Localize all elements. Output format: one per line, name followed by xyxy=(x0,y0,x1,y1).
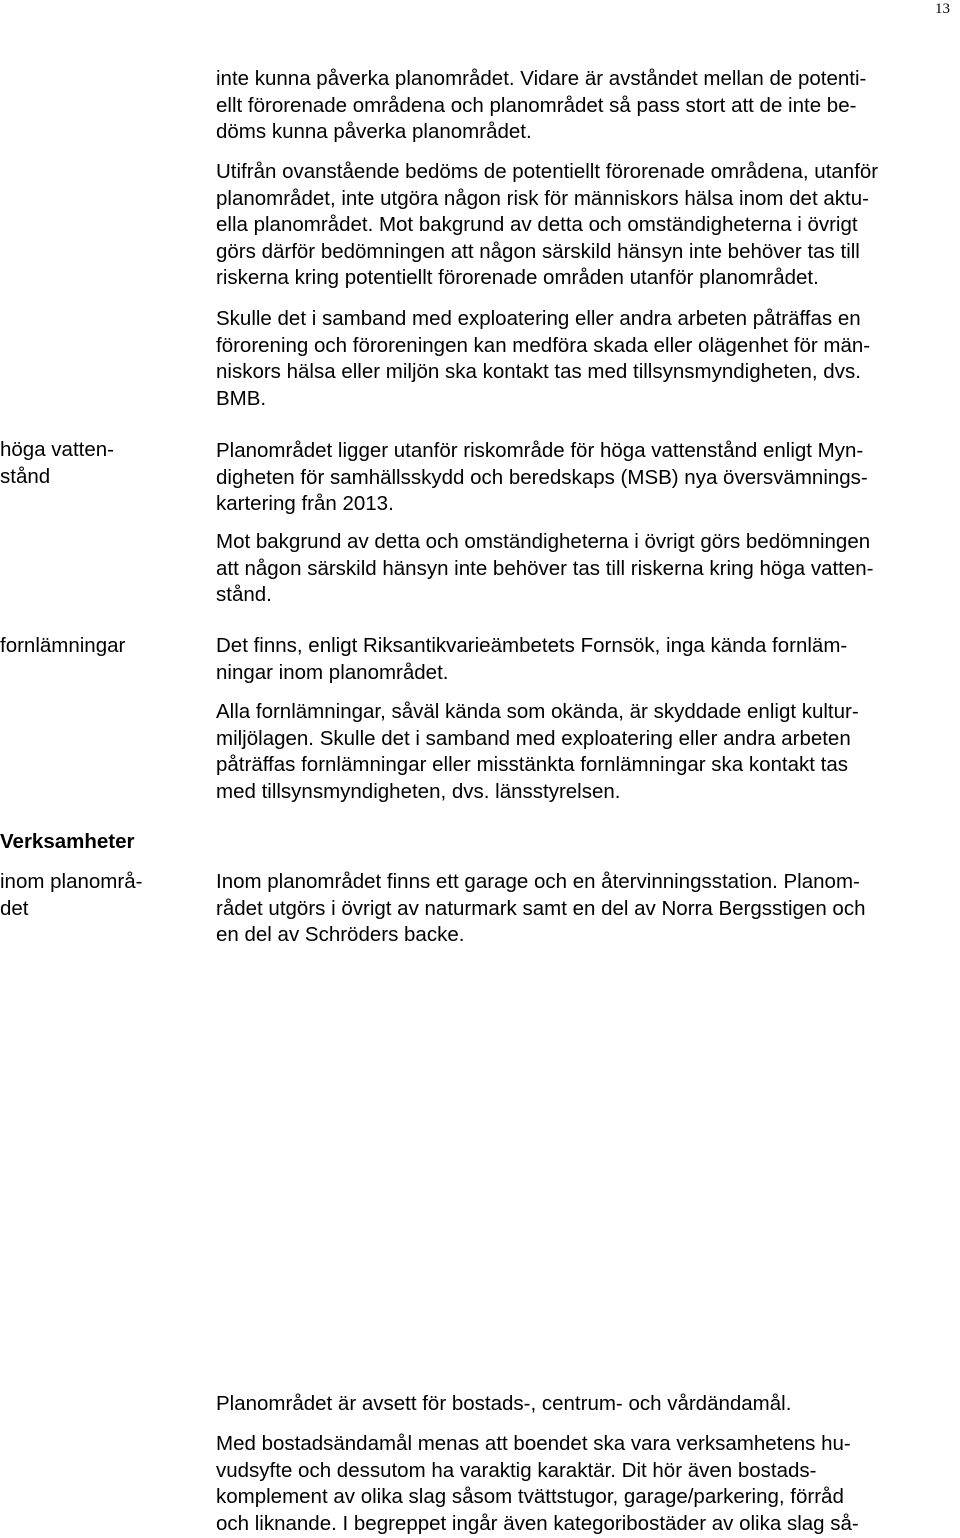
text-line: döms kunna påverka planområdet. xyxy=(216,120,532,143)
text-line: kartering från 2013. xyxy=(216,492,394,515)
text-line: riskerna kring potentiellt förorenade områden utanför planområdet. xyxy=(216,266,819,289)
side-heading-line: inom planområ- xyxy=(0,870,143,893)
paragraph-risk-assessment xyxy=(216,159,946,292)
text-line: stånd. xyxy=(216,583,272,606)
text-line: Inom planområdet finns ett garage och en återvinningsstation. Planom- xyxy=(216,870,860,893)
text-line: ella planområdet. Mot bakgrund av detta och omständigheterna i övrigt xyxy=(216,213,858,236)
text-line: Med bostadsändamål menas att boendet ska vara verksamhetens hu- xyxy=(216,1432,851,1455)
text-line: Planområdet ligger utanför riskområde för höga vattenstånd enligt Myn- xyxy=(216,439,864,462)
text-line: vudsyfte och dessutom ha varaktig karaktär. Dit hör även bostads- xyxy=(216,1458,817,1482)
text-line: påträffas fornlämningar eller misstänkta fornlämningar ska kontakt tas xyxy=(216,753,849,776)
text-line: ningar inom planområdet. xyxy=(216,660,449,684)
text-line: Det finns, enligt Riksantikvarieämbetets Fornsök, inga kända fornläm- xyxy=(216,634,848,657)
text-line: Mot bakgrund av detta och omständigheterna i övrigt görs bedömningen xyxy=(216,530,871,553)
side-heading-line: höga vatten- xyxy=(0,438,114,461)
text-line: miljölagen. Skulle det i samband med exploatering eller andra arbeten xyxy=(216,726,851,750)
text-line: en del av Schröders backe. xyxy=(216,923,465,946)
page-number: 13 xyxy=(935,1,950,17)
text-line: ellt förorenade områdena och planområdet så pass stort att de inte be- xyxy=(216,93,857,117)
side-heading-inom-planomradet xyxy=(0,869,190,922)
text-line: förorening och föroreningen kan medföra skada eller olägenhet för män- xyxy=(216,333,871,357)
side-heading-line: fornlämningar xyxy=(0,634,126,657)
paragraph-vattenstand-bedomning xyxy=(216,529,946,609)
text-line: rådet utgörs i övrigt av naturmark samt en del av Norra Bergsstigen och xyxy=(216,896,866,920)
text-line: Planområdet är avsett för bostads-, centrum- och vårdändamål. xyxy=(216,1392,792,1415)
text-line: digheten för samhällsskydd och beredskaps (MSB) nya översvämnings- xyxy=(216,465,868,489)
section-heading: Verksamheter xyxy=(0,830,135,853)
paragraph-planomrade-paverka xyxy=(216,66,946,146)
text-line: Skulle det i samband med exploatering eller andra arbeten påträffas en xyxy=(216,307,861,330)
paragraph-kulturmiljolagen xyxy=(216,699,946,805)
section-heading-verksamheter xyxy=(0,829,190,856)
side-heading-line: stånd xyxy=(0,464,51,488)
side-heading-fornlamningar xyxy=(0,633,190,660)
text-line: Utifrån ovanstående bedöms de potentiellt förorenade områdena, utanför xyxy=(216,160,879,183)
text-line: planområdet, inte utgöra någon risk för människors hälsa inom det aktu- xyxy=(216,186,869,210)
text-line: med tillsynsmyndigheten, dvs. länsstyrelsen. xyxy=(216,779,621,803)
text-line: Alla fornlämningar, såväl kända som okända, är skyddade enligt kultur- xyxy=(216,700,859,723)
text-line: görs därför bedömningen att någon särskild hänsyn inte behöver tas till xyxy=(216,239,860,263)
paragraph-planomrade-avsett xyxy=(216,1391,946,1418)
paragraph-verksamheter xyxy=(216,869,946,949)
side-heading-line: det xyxy=(0,896,29,920)
text-line: komplement av olika slag såsom tvättstugor, garage/parkering, förråd xyxy=(216,1485,844,1508)
text-line: inte kunna påverka planområdet. Vidare är avståndet mellan de potenti- xyxy=(216,67,867,90)
paragraph-hoga-vattenstand xyxy=(216,438,946,518)
text-line: att någon särskild hänsyn inte behöver tas till riskerna kring höga vatten- xyxy=(216,556,874,580)
text-line: och liknande. I begreppet ingår även kategoribostäder av olika slag så- xyxy=(216,1511,859,1535)
paragraph-fororening-kontakt xyxy=(216,306,946,412)
side-heading-hoga-vattenstand xyxy=(0,437,190,490)
paragraph-bostadsandamal xyxy=(216,1431,946,1537)
text-line: BMB. xyxy=(216,386,267,410)
paragraph-fornsok xyxy=(216,633,946,686)
text-line: niskors hälsa eller miljön ska kontakt tas med tillsynsmyndigheten, dvs. xyxy=(216,360,861,383)
